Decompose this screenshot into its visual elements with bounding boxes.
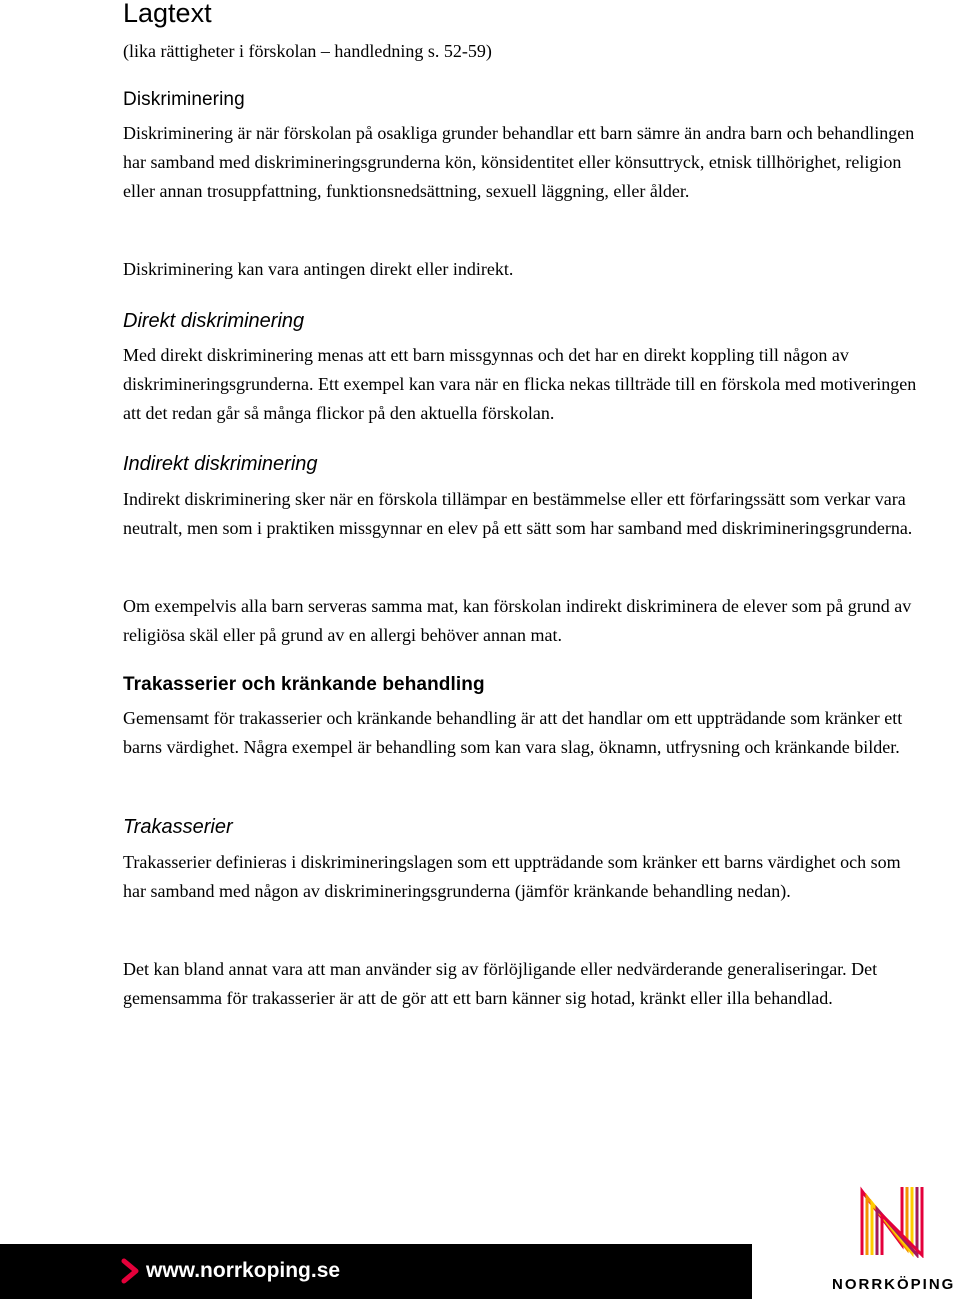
paragraph-indirekt-diskriminering: Indirekt diskriminering sker när en förskola tillämpar en bestämmelse eller ett förfaringssätt som verkar vara neutralt, men som i praktiken missgynnar en elev på ett sätt som har samband med diskrimineringsgrunderna. — [123, 489, 913, 538]
heading-diskriminering: Diskriminering — [123, 89, 245, 110]
norrkoping-logo-icon — [832, 1183, 952, 1258]
footer-website-link[interactable]: www.norrkoping.se — [146, 1259, 341, 1282]
page-subtitle: (lika rättigheter i förskolan – handledning s. 52-59) — [123, 41, 492, 61]
arrow-right-icon — [121, 1258, 141, 1284]
paragraph-trakasserier-definition: Trakasserier definieras i diskrimineringslagen som ett uppträdande som kränker ett barns värdighet och som har samband med någon av diskrimineringsgrunderna (jämför kränkande behandling nedan). — [123, 852, 901, 901]
paragraph-trakasserier-example: Det kan bland annat vara att man använder sig av förlöjligande eller nedvärderande generaliseringar. Det gemensamma för trakasserier är att de gör att ett barn känner sig hotad, kränkt eller illa behandlad. — [123, 959, 878, 1008]
heading-trakasserier-krankande: Trakasserier och kränkande behandling — [123, 674, 485, 695]
heading-direkt-diskriminering: Direkt diskriminering — [123, 310, 305, 332]
paragraph-trakasserier-krankande: Gemensamt för trakasserier och kränkande behandling är att det handlar om ett uppträdande som kränker ett barns värdighet. Några exempel är behandling som kan vara slag, öknamn, utfrysning och kränkande bilder. — [123, 708, 903, 757]
logo-wordmark: NORRKÖPING — [832, 1276, 956, 1293]
heading-indirekt-diskriminering: Indirekt diskriminering — [123, 453, 318, 475]
page-title: Lagtext — [123, 0, 212, 28]
paragraph-direkt-diskriminering: Med direkt diskriminering menas att ett barn missgynnas och det har en direkt koppling till någon av diskrimineringsgrunderna. Ett exempel kan vara när en flicka nekas tillträde till en förskola med motiveringen att det redan går så många flickor på den aktuella förskolan. — [123, 345, 917, 423]
paragraph-diskriminering-types: Diskriminering kan vara antingen direkt eller indirekt. — [123, 259, 514, 279]
paragraph-indirekt-example: Om exempelvis alla barn serveras samma mat, kan förskolan indirekt diskriminera de elever som på grund av religiösa skäl eller på grund av en allergi behöver annan mat. — [123, 596, 912, 645]
heading-trakasserier: Trakasserier — [123, 816, 233, 838]
paragraph-diskriminering-definition: Diskriminering är när förskolan på osakliga grunder behandlar ett barn sämre än andra barn och behandlingen har samband med diskrimineringsgrunderna kön, könsidentitet eller könsuttryck, etnisk tillhörighet, religion eller annan trosuppfattning, funktionsnedsättning, sexuell läggning, eller ålder. — [123, 123, 915, 201]
footer-bar — [0, 1244, 752, 1299]
